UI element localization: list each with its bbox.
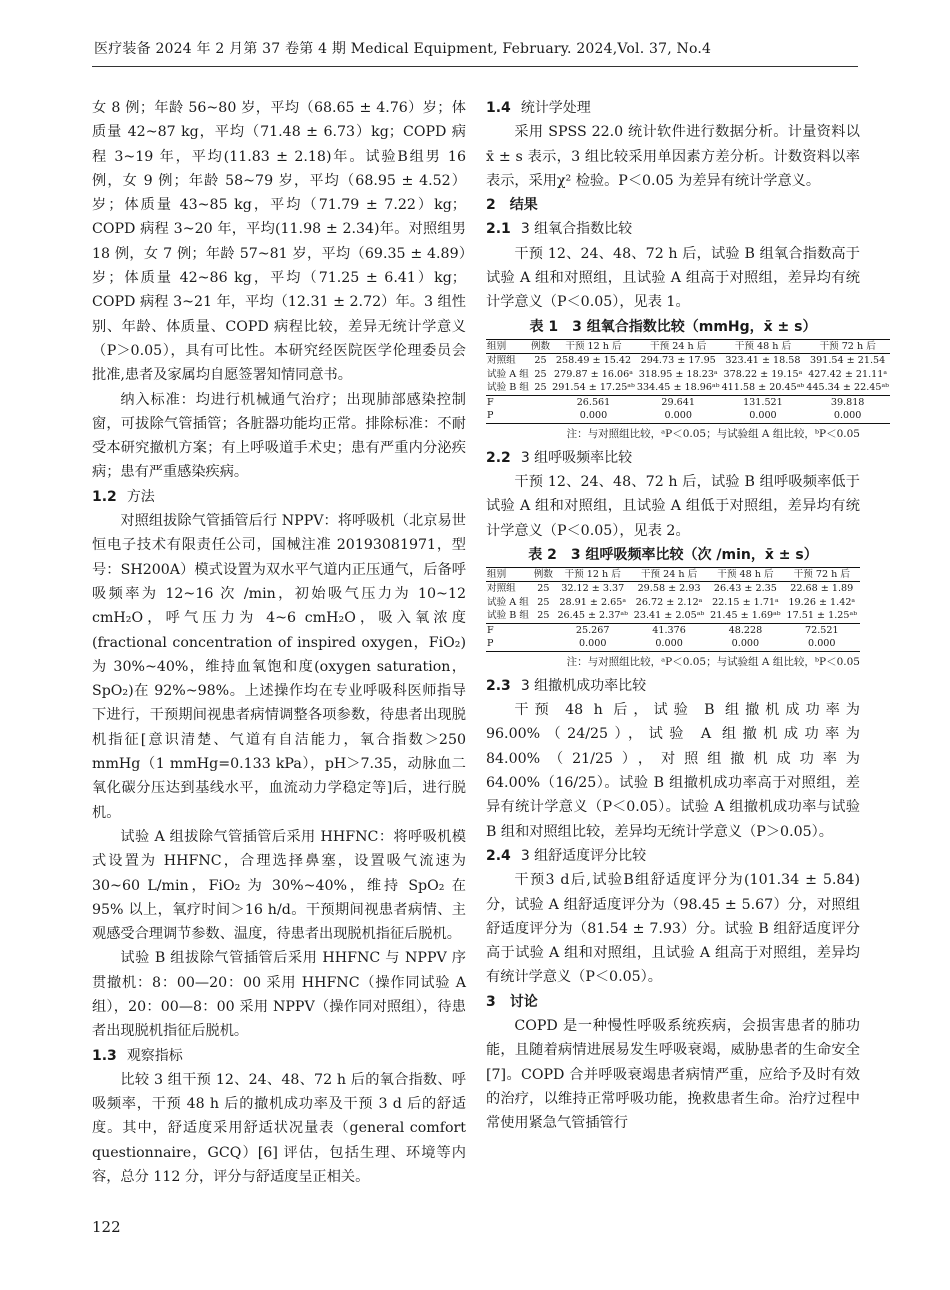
- section-title: 结果: [509, 197, 538, 214]
- table-cell: 试验 B 组: [487, 610, 529, 622]
- section-1-2-heading: [92, 485, 466, 509]
- table-cell: 0.000: [784, 637, 860, 651]
- paragraph-weaning-result: 干预 48 h 后，试验 B 组撤机成功率为 96.00%（24/25），试验 A 组撤机成功率为 84.00%（21/25），对照组撤机成功率为 64.00%（16/25）。试验 B 组撤机成功率高于对照组，差异有统计学意义（P＜0.05）。试验 A 组撤机成功率与试验 B 组和对照组比较，差异均无统计学意义（P＞0.05）。: [486, 702, 860, 840]
- section-title: 3 组舒适度评分比较: [520, 847, 647, 864]
- header-cell: 干预 24 h 后: [631, 567, 707, 582]
- table-cell: 258.49 ± 15.42: [555, 355, 632, 367]
- header-cell: 干预 72 h 后: [784, 567, 860, 582]
- paragraph-group-a-method: 试验 A 组拔除气管插管后采用 HHFNC：将呼吸机模式设置为 HHFNC，合理选择鼻塞，设置吸气流速为 30~60 L/min，FiO₂ 为 30%~40%，维持 SpO₂ 在 95% 以上，氧疗时间＞16 h/d。干预期间视患者病情、主观感受合理调节参数、温度，待患者出现脱机指征后脱机。: [92, 828, 466, 943]
- section-number: 2.1: [486, 221, 511, 238]
- table-cell: 25: [537, 610, 550, 622]
- table-cell: 0.000: [636, 409, 721, 423]
- table-cell: [530, 395, 551, 409]
- section-3-heading: [486, 990, 860, 1014]
- section-number: 2.3: [486, 677, 511, 694]
- table-row: [486, 596, 860, 610]
- header-cell: 干预 12 h 后: [555, 567, 631, 582]
- table-cell: 72.521: [784, 623, 860, 637]
- table-cell: 0.000: [551, 409, 636, 423]
- header-cell: 干预 72 h 后: [805, 339, 890, 354]
- table-cell: 29.641: [636, 395, 721, 409]
- table-cell: 0.000: [721, 409, 806, 423]
- table-p-row: [486, 637, 860, 651]
- table-row: [486, 381, 890, 395]
- table-cell: P: [486, 409, 530, 423]
- table-f-row: [486, 623, 860, 637]
- table-cell: 427.42 ± 21.11ᵃ: [808, 368, 888, 380]
- section-1-4-heading: [486, 96, 860, 120]
- table-cell: 29.58 ± 2.93: [637, 583, 701, 595]
- table-cell: 378.22 ± 19.15ᵃ: [723, 368, 803, 380]
- table-header-row: [486, 339, 890, 354]
- paragraph-control-method: 对照组拔除气管插管后行 NPPV：将呼吸机（北京易世恒电子技术有限责任公司，国械注准 20193081971，型号：SH200A）模式设置为双水平气道内正压通气，后备呼吸频率为 12~16 次 /min，初始吸气压力为 10~12 cmH₂O，呼气压力为 4~6 cmH₂O，吸入氧浓度(fractional concentration of inspired oxygen，FiO₂)为 30%~40%，维持血氧饱和度(oxygen saturation，SpO₂)在 92%~98%。上述操作均在专业呼吸科医师指导下进行，干预期间视患者病情调整各项参数，待患者出现脱机指征[意识清楚、气道有自洁能力，氧合指数＞250 mmHg（1 mmHg=0.133 kPa），pH＞7.35，动脉血二氧化碳分压达到基线水平，血流动力学稳定等]后，进行脱机。: [92, 513, 466, 821]
- section-title: 观察指标: [126, 1047, 183, 1064]
- table-cell: 22.68 ± 1.89: [790, 583, 854, 595]
- section-number: 2.2: [486, 449, 511, 466]
- section-2-heading: [486, 193, 860, 217]
- table-cell: 0.000: [555, 637, 631, 651]
- section-title: 3 组氧合指数比较: [520, 221, 633, 238]
- table-cell: 48.228: [707, 623, 783, 637]
- table-cell: 对照组: [487, 355, 516, 367]
- section-title: 3 组呼吸频率比较: [520, 449, 633, 466]
- header-cell: 干预 48 h 后: [707, 567, 783, 582]
- table-cell: 26.45 ± 2.37ᵃᵇ: [557, 610, 628, 622]
- paragraph-group-b-method: 试验 B 组拔除气管插管后采用 HHFNC 与 NPPV 序贯撤机：8：00—20：00 采用 HHFNC（操作同试验 A 组），20：00—8：00 采用 NPPV（操作同对照组），待患者出现脱机指征后脱机。: [92, 950, 466, 1040]
- table-1: [486, 339, 890, 424]
- section-title: 统计学处理: [520, 100, 591, 116]
- table-1-note: 注：与对照组比较，ᵃP＜0.05；与试验组 A 组比较，ᵇP＜0.05: [566, 427, 860, 440]
- table-cell: 试验 A 组: [487, 368, 529, 380]
- header-cell: 干预 12 h 后: [551, 339, 636, 354]
- header-cell: 组别: [486, 339, 530, 354]
- paragraph-baseline: 女 8 例；年龄 56~80 岁，平均（68.65 ± 4.76）岁；体质量 42~87 kg，平均（71.48 ± 6.73）kg；COPD 病程 3~19 年，平均(11.83 ± 2.18)年。试验B组男 16 例，女 9 例；年龄 58~79 岁，平均（68.95 ± 4.52）岁；体质量 43~85 kg，平均（71.79 ± 7.22）kg；COPD 病程 3~20 年，平均(11.98 ± 2.34)年。对照组男 18 例，女 7 例；年龄 57~81 岁，平均（69.35 ± 4.89）岁；体质量 42~86 kg，平均（71.25 ± 6.41）kg；COPD 病程 3~21 年，平均（12.31 ± 2.72）年。3 组性别、年龄、体质量、COPD 病程比较，差异无统计学意义（P＞0.05），具有可比性。本研究经医院医学伦理委员会批准,患者及家属均自愿签署知情同意书。: [92, 100, 466, 384]
- table-cell: 25: [534, 382, 547, 394]
- table-cell: 334.45 ± 18.96ᵃᵇ: [636, 382, 720, 394]
- table-cell: 17.51 ± 1.25ᵃᵇ: [786, 610, 858, 622]
- header-cell: 例数: [533, 568, 553, 580]
- page-number: 122: [92, 1218, 121, 1236]
- table-cell: [532, 623, 554, 637]
- table-cell: 25: [537, 596, 550, 608]
- table-cell: 25: [534, 368, 547, 380]
- table-cell: 323.41 ± 18.58: [725, 355, 801, 367]
- table-cell: 32.12 ± 3.37: [561, 583, 625, 595]
- right-column: [486, 96, 889, 1136]
- table-cell: P: [486, 637, 532, 651]
- paragraph-oxygenation-result: 干预 12、24、48、72 h 后，试验 B 组氧合指数高于试验 A 组和对照组，且试验 A 组高于对照组，差异均有统计学意义（P＜0.05），见表 1。: [486, 245, 860, 311]
- table-cell: 对照组: [487, 583, 516, 595]
- section-2-3-heading: [486, 674, 860, 698]
- table-cell: 28.91 ± 2.65ᵃ: [559, 596, 627, 608]
- table-row: [486, 609, 860, 623]
- table-cell: 25.267: [555, 623, 631, 637]
- table-cell: [532, 637, 554, 651]
- table-cell: 25: [537, 583, 550, 595]
- left-column: [92, 96, 466, 1189]
- table-cell: 22.15 ± 1.71ᵃ: [712, 596, 779, 608]
- table-cell: 试验 A 组: [487, 596, 529, 608]
- table-row: [486, 582, 860, 596]
- section-number: 1.2: [92, 488, 117, 505]
- section-number: 1.4: [486, 100, 511, 116]
- section-number: 3: [486, 993, 496, 1010]
- header-rule: [92, 66, 858, 67]
- table-cell: 131.521: [721, 395, 806, 409]
- section-2-1-heading: [486, 217, 860, 241]
- paragraph-comfort-result: 干预3 d后,试验B组舒适度评分为(101.34 ± 5.84)分，试验 A 组舒适度评分为（98.45 ± 5.67）分，对照组舒适度评分为（81.54 ± 7.93）分。试验 B 组舒适度评分高于试验 A 组和对照组，且试验 A 组高于对照组，差异均有统计学意义（P＜0.05）。: [486, 872, 860, 986]
- section-number: 2.4: [486, 847, 511, 864]
- section-number: 1.3: [92, 1047, 117, 1064]
- table-cell: 19.26 ± 1.42ᵃ: [788, 596, 856, 608]
- section-2-4-heading: [486, 844, 860, 868]
- paragraph-respiratory-result: 干预 12、24、48、72 h 后，试验 B 组呼吸频率低于试验 A 组和对照组，且试验 A 组低于对照组，差异均有统计学意义（P＜0.05），见表 2。: [486, 473, 860, 539]
- table-cell: 318.95 ± 18.23ᵃ: [638, 368, 718, 380]
- table-cell: 21.45 ± 1.69ᵃᵇ: [710, 610, 781, 622]
- table-cell: 445.34 ± 22.45ᵃᵇ: [806, 382, 889, 394]
- table-2: [486, 567, 860, 652]
- table-row: [486, 368, 890, 382]
- table-cell: 0.000: [631, 637, 707, 651]
- section-title: 讨论: [509, 993, 538, 1010]
- section-number: 2: [486, 197, 496, 214]
- table-p-row: [486, 409, 890, 423]
- table-2-caption: 表 2 3 组呼吸频率比较（次 /min，x̄ ± s）: [528, 546, 818, 563]
- table-cell: F: [486, 395, 530, 409]
- table-cell: 411.58 ± 20.45ᵃᵇ: [721, 382, 805, 394]
- table-cell: 25: [534, 355, 547, 367]
- paragraph-criteria: 纳入标准：均进行机械通气治疗；出现肺部感染控制窗，可拔除气管插管；各脏器功能均正常。排除标准：不耐受本研究撤机方案；有上呼吸道手术史；患有严重内分泌疾病；患有严重感染疾病。: [92, 391, 466, 481]
- table-2-note: 注：与对照组比较，ᵃP＜0.05；与试验组 A 组比较，ᵇP＜0.05: [566, 655, 860, 668]
- table-row: [486, 354, 890, 368]
- paragraph-statistics: 采用 SPSS 22.0 统计软件进行数据分析。计量资料以 x̄ ± s 表示，3 组比较采用单因素方差分析。计数资料以率表示，采用χ² 检验。P＜0.05 为差异有统计学意义。: [486, 124, 860, 189]
- table-cell: [530, 409, 551, 423]
- table-f-row: [486, 395, 890, 409]
- running-header: 医疗装备 2024 年 2 月第 37 卷第 4 期 Medical Equipment, February. 2024,Vol. 37, No.4: [94, 41, 712, 57]
- table-header-row: [486, 567, 860, 582]
- section-2-2-heading: [486, 446, 860, 470]
- table-cell: 26.72 ± 2.12ᵃ: [635, 596, 703, 608]
- table-cell: 0.000: [707, 637, 783, 651]
- header-cell: 组别: [486, 567, 532, 582]
- table-cell: 39.818: [805, 395, 890, 409]
- table-cell: 279.87 ± 16.06ᵃ: [554, 368, 633, 380]
- table-cell: 26.43 ± 2.35: [713, 583, 777, 595]
- table-cell: 23.41 ± 2.05ᵃᵇ: [633, 610, 705, 622]
- section-title: 3 组撤机成功率比较: [520, 677, 647, 694]
- table-cell: 26.561: [551, 395, 636, 409]
- paragraph-indicators: 比较 3 组干预 12、24、48、72 h 后的氧合指数、呼吸频率，干预 48 h 后的撤机成功率及干预 3 d 后的舒适度。其中，舒适度采用舒适状况量表（general comfort questionnaire，GCQ）[6] 评估，包括生理、环境等内容，总分 112 分，评分与舒适度呈正相关。: [92, 1071, 466, 1186]
- paragraph-discussion: COPD 是一种慢性呼吸系统疾病，会损害患者的肺功能，且随着病情进展易发生呼吸衰竭，威胁患者的生命安全 [7]。COPD 合并呼吸衰竭患者病情严重，应给予及时有效的治疗，以维持正常呼吸功能，挽救患者生命。治疗过程中常使用紧急气管插管行: [486, 1018, 860, 1132]
- table-cell: 291.54 ± 17.25ᵃᵇ: [552, 382, 635, 394]
- header-cell: 干预 24 h 后: [636, 339, 721, 354]
- section-1-3-heading: [92, 1044, 466, 1068]
- table-cell: 41.376: [631, 623, 707, 637]
- table-cell: 试验 B 组: [487, 382, 529, 394]
- table-cell: 294.73 ± 17.95: [640, 355, 716, 367]
- table-1-caption: 表 1 3 组氧合指数比较（mmHg，x̄ ± s）: [529, 318, 817, 335]
- table-cell: 0.000: [805, 409, 890, 423]
- table-cell: F: [486, 623, 532, 637]
- header-cell: 例数: [530, 340, 551, 352]
- header-cell: 干预 48 h 后: [721, 339, 806, 354]
- section-title: 方法: [126, 488, 155, 505]
- table-cell: 391.54 ± 21.54: [810, 355, 886, 367]
